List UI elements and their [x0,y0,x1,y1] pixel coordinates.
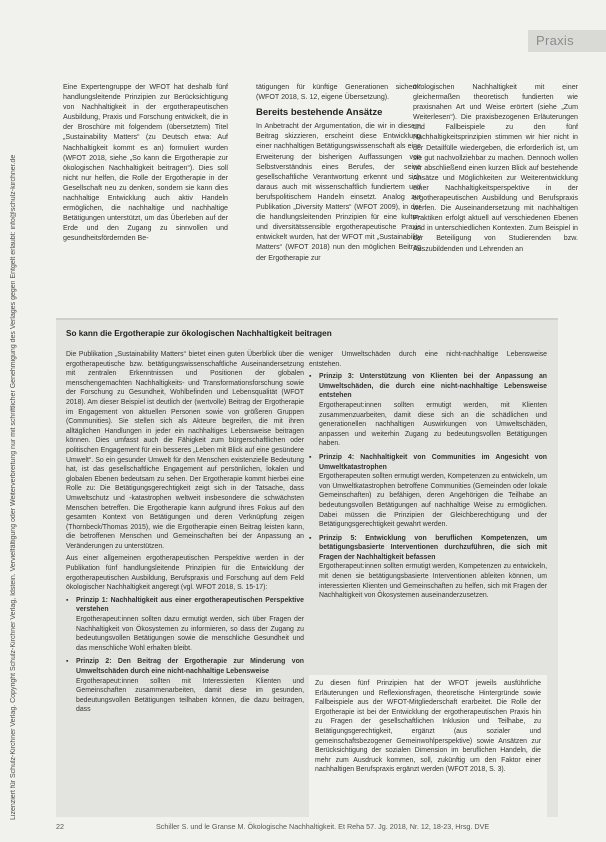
bullet-icon: ▪ [66,596,69,604]
info-box-right-top: weniger Umweltschäden durch eine nicht-nachhaltige Lebensweise entstehen. [309,351,547,368]
column-1-text: Eine Expertengruppe der WFOT hat deshalb fünf handlungsleitende Prinzipien zur Berücksichtigung von Nachhaltigkeit in der ergotherapeutischen Ausbildung, Praxis und Forschung entwickelt, die in der Broschüre mit folgendem (übersetztem) Titel „Sustainability Matters“ (zu Deutsch etwa: Auf Nachhaltigkeit kommt es an) formuliert wurden (WFOT 2018, siehe „So kann die Ergotherapie zur ökologischen Nachhaltigkeit beitragen“). Dies soll nicht nur helfen, die Rolle der Ergotherapie in der Gesellschaft neu zu denken, sondern sie kann dies nachhaltige Entwicklung auch aktiv Handeln ermöglichen, die nachhaltige und nachhaltige Betätigungen unterstützt, um das Überleben auf der Erde und den Zugang zu sinnvollen und gesundheitsfördernden Be- [63,83,228,243]
info-box-right-column [309,350,547,605]
principle-3 [309,372,547,449]
section-heading: Bereits bestehende Ansätze [256,107,383,119]
column-3 [413,82,578,254]
principle-1-heading: Prinzip 1: Nachhaltigkeit aus einer ergotherapeutischen Perspektive verstehen [76,596,304,614]
principle-4 [309,453,547,530]
principle-5-body: Ergotherapeut:innen sollten ermutigt werden, Kompetenzen zu entwickeln, mit denen sie betätigungsbasierte Interventionen ableiten können, um interessierten Klienten und Gemeinschaften zu helfen, sich mit Fragen der Nachhaltigkeit von Ökosystemen auseinanderzusetzen. [319,563,547,600]
column-3-text: ökologischen Nachhaltigkeit mit einer gleichermaßen theoretisch fundierten wie praxisnahen Art und Weise erörtert (siehe „Zum Weiterlesen“). Die praxisbezogenen Erläuterungen und Fallbeispiele zu den fünf Nachhaltigkeitsprinzipien stimmen wir hier nicht in der Detailfülle wiedergeben, die erforderlich ist, um sie gut nachvollziehbar zu machen. Dennoch wollen wir abschließend einen kurzen Blick auf bestehende Ansätze und Möglichkeiten zur Weiterentwicklung einer Nachhaltigkeitsperspektive in der ergotherapeutischen Ausbildung und Berufspraxis werfen. Die Auseinandersetzung mit nachhaltigen Praktiken erfolgt aktuell auf verschiedenen Ebenen und in unterschiedlichen Kontexten. Zum Beispiel in der Beteiligung von Studierenden bzw. Auszubildenden und Lehrenden an [413,83,578,253]
info-box-summary: Zu diesen fünf Prinzipien hat der WFOT jeweils ausführliche Erläuterungen und Reflexionsfragen, theoretische Hintergründe sowie Fallbeispiele aus der WFOT-Mitgliederschaft erarbeitet. Die Rolle der Ergotherapie ist bei der Entwicklung der ergotherapeutischen Praxis hin zu Fragen der gesellschaftlichen Inklusion und Teilhabe, zu Betätigungsgerechtigkeit, ergänzt (aus sozialer und gemeinschaftsbezogener Gemeinwohlperspektive) sowie Ansätzen zur Berücksichtigung der sozialen Dimension im beruflichen Handeln, die mehr zum Ausdruck kommen, soll, zukünftig um den Faktor einer nachhaltigen Berufspraxis ergänzt werden (WFOT 2018, S. 3). [309,675,547,817]
principle-5-heading: Prinzip 5: Entwicklung von beruflichen Kompetenzen, um betätigungsbasierte Interventionen durchzuführen, die sich mit Fragen der Nachhaltigkeit befassen [319,534,547,561]
bullet-icon: ▪ [309,534,312,542]
info-box-title: So kann die Ergotherapie zur ökologischen Nachhaltigkeit beitragen [66,329,332,338]
principle-1 [66,596,304,654]
info-box [56,318,558,817]
info-box-paragraph-2: Aus einer allgemeinen ergotherapeutischen Perspektive werden in der Publikation fünf handlungsleitende Prinzipien für die Entwicklung der ergotherapeutischen Ausbildung, Berufspraxis und Forschung auf dem Feld ökologischer Nachhaltigkeit angeregt (vgl. WFOT 2018, S. 15-17): [66,555,304,592]
info-box-paragraph-1: Die Publikation „Sustainability Matters“ bietet einen guten Überblick über die ergotherapeutische bzw. betätigungswissenschaftliche Auseinandersetzung mit zentralen Erkenntnissen und Positionen der globalen menschengemachten Nachhaltigkeits- und Transformationsforschung sowie der Forschung zu Gesundheit, Wohlbefinden und Lebensqualität (WFOT 2018). Am dieser Beispiel ist deutlich der (wertvolle) Beitrag der Ergotherapie im Engagement von aktuellen Personen sowie von größeren Gruppen (Communities). Sie stellen sich als Akteure begreifen, die mit ihren alltäglichen Handlungen in jeder ein nachhaltiges Lebensweise beitragen können. Dies umfasst auch die Fähigkeit zum bürgerschaftlichen oder politischen Engagement für ein besseres „Leben mit Blick auf eine gesündere Umwelt“. So ein gesunder Umwelt für den Menschen existenzielle Bedeutung hat, ist das gesellschaftliche Engagement auf persönlichen, lokalen und globalen Ebenen bedeutsam zu sehen. Der Ergotherapie kommt hierbei eine Rolle zu: Die Betätigungsgerechtigkeit zeigt sich in der Tatsache, dass Umweltschutz und -katastrophen weltweit insbesondere die schwächsten Menschen betreffen. Die Ergotherapie kann aufgrund ihres Fokus auf den gesamten Kontext von Betätigungen und deren Verknüpfung zeigen (Thornbeck/Thomas 2015), wie die Ergotherapie einen Beitrag leisten kann, die betroffenen Menschen und Gemeinschaften bei der Anpassung an Veränderungen zu unterstützen. [66,351,304,550]
principle-2-heading: Prinzip 2: Den Beitrag der Ergotherapie zur Minderung von Umweltschäden durch eine nicht-nachhaltige Lebensweise [76,658,304,675]
principle-2 [66,657,304,715]
column-2-text-top: tätigungen für künftige Generationen sichern“ (WFOT 2018, S. 12, eigene Übersetzung). [256,83,421,102]
column-1 [63,82,228,244]
principle-3-heading: Prinzip 3: Unterstützung von Klienten bei der Anpassung an Umweltschäden, die durch eine nicht-nachhaltige Lebensweise entstehen [319,373,547,400]
info-box-left-column [66,350,304,719]
column-2-text: In Anbetracht der Argumentation, die wir in diesem Beitrag skizzieren, erscheint diese Entwicklung einer nachhaltigen Betätigungswissenschaft als eine Erweiterung der bisherigen Auffassungen von Selbstverständnis eines Berufes, der seine gesellschaftliche Verantwortung erkennt und sich daraus auch mit wissenschaftlich fundiertem und berufspolitischem Handeln einsetzt. Analog zur Publikation „Diversity Matters“ (WFOT 2009), in der die handlungsleitenden Prinzipien für eine kultur- und diversitätssensible ergotherapeutische Praxis entwickelt wurden, hat der WFOT mit „Sustainability Matters“ (WFOT 2018) nun den möglichen Beitrag der Ergotherapie zur [256,122,421,262]
principle-2-body: Ergotherapeut:innen sollten mit Interessierten Klienten und Gemeinschaften zusammenarbeiten, damit diese im gesunden, bedeutungsvollen Betätigungen teilhaben können, die dazu beitragen, dass [76,677,304,714]
bullet-icon: ▪ [309,373,312,381]
bullet-icon: ▪ [66,658,69,666]
citation: Schiller S. und le Granse M. Ökologische Nachhaltigkeit. Et Reha 57. Jg. 2018, Nr. 12, 18-23, Hrsg. DVE [156,822,490,831]
license-note: Lizenziert für Schulz-Kirchner Verlag. Copyright Schulz-Kirchner Verlag, Idstein. Vervielfältigung oder Weiterverbreitung nur mit schriftlicher Genehmigung des Verlages gegen Entgelt erlaubt: info@schulz-kirchner.de [10,154,17,820]
principle-4-body: Ergotherapeuten sollten ermutigt werden, Kompetenzen zu entwickeln, um von Umweltkatastrophen betroffene Communities (Gemeinden oder lokale Gemeinschaften) zu befähigen, deren Angehörigen die Teilhabe an bedeutungsvollen Betätigungen auf nachhaltige Weise zu ermöglichen. Dabei müssen die Prinzipien der Gleichberechtigung und der Betätigungsgerechtigkeit gewahrt werden. [319,473,547,529]
bullet-icon: ▪ [309,453,312,461]
principle-5 [309,534,547,601]
column-2 [256,82,421,263]
page-number: 22 [56,822,64,831]
principle-4-heading: Prinzip 4: Nachhaltigkeit von Communities im Angesicht von Umweltkatastrophen [319,453,547,471]
principle-3-body: Ergotherapeut:innen sollten ermutigt werden, mit Klienten zusammenzuarbeiten, damit diese sich an die schädlichen und generationellen nachhaltigen Auswirkungen von Umweltschäden, anpassen und weiterhin Zugang zu bedeutungsvollen Betätigungen haben. [319,401,547,448]
principle-1-body: Ergotherapeut:innen sollten dazu ermutigt werden, sich über Fragen der Nachhaltigkeit von Ökosystemen zu informieren, so dass der Zugang zu bedeutungsvollen Betätigungen sowie die menschliche Gesundheit und das menschliche Wohl erhalten bleibt. [76,616,304,652]
section-label: Praxis [528,30,606,52]
